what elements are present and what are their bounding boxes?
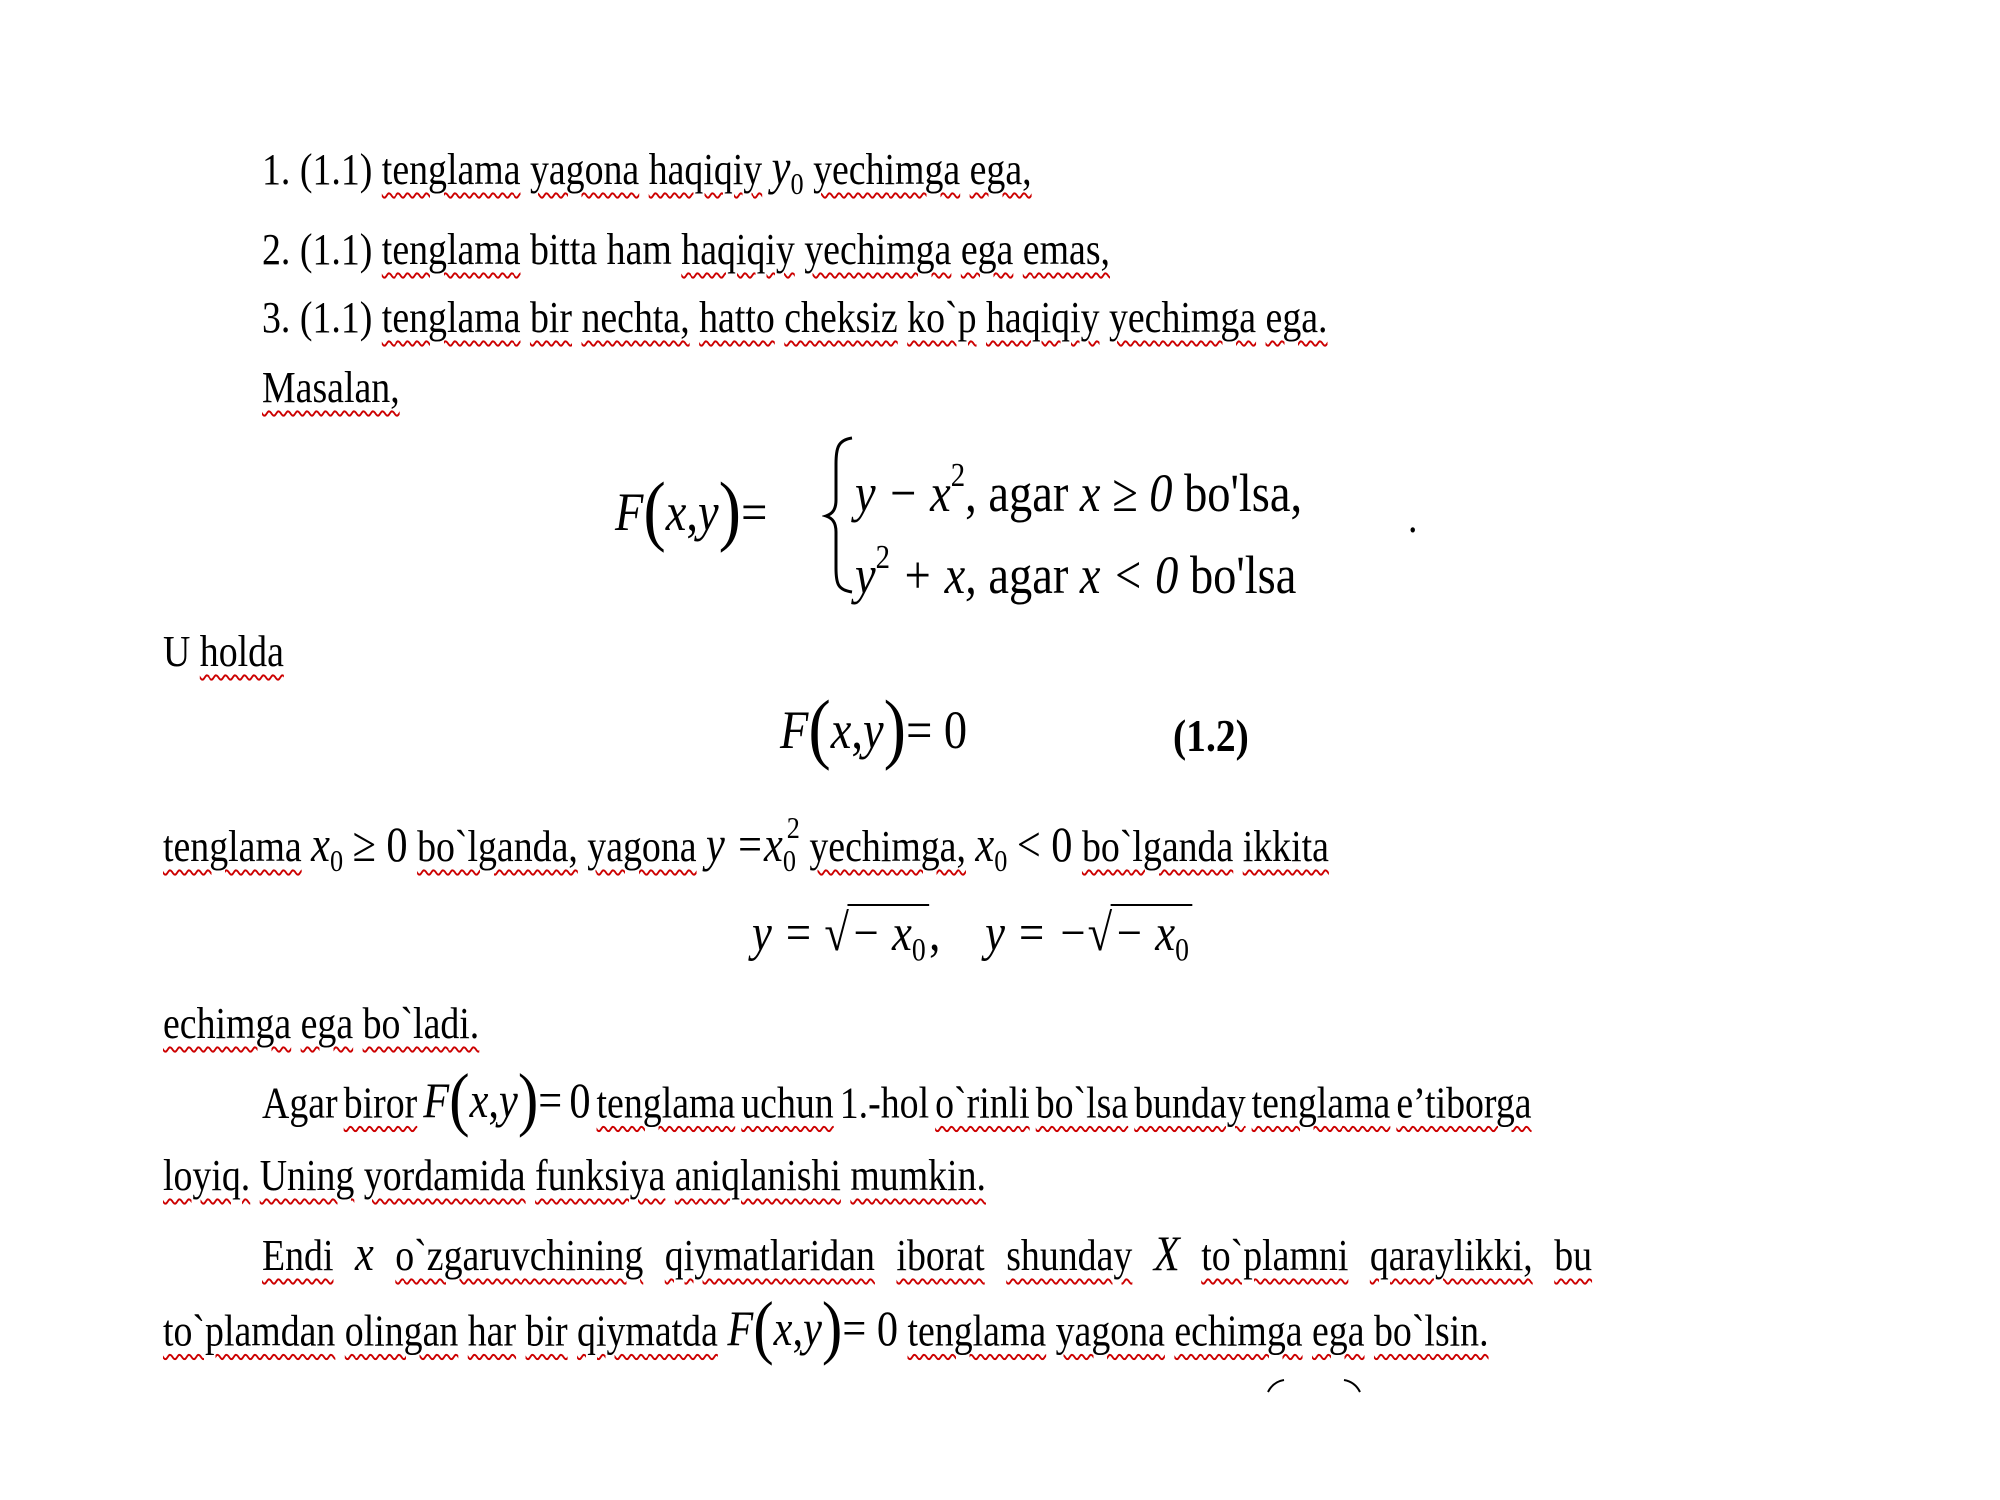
- word: echimga: [163, 999, 292, 1048]
- paren-close: ): [718, 466, 742, 553]
- paren-open: (: [753, 1288, 774, 1367]
- word: Endi: [262, 1231, 334, 1280]
- math-sub: 0: [994, 843, 1008, 878]
- math-expr: y: [855, 545, 876, 606]
- word: o`rinli: [935, 1078, 1030, 1128]
- comma: ,: [851, 699, 864, 760]
- math-F: F: [423, 1073, 450, 1129]
- math-y-eq-neg: y = −: [985, 905, 1088, 962]
- math-F: F: [780, 699, 809, 760]
- word: qaraylikki,: [1369, 1231, 1533, 1280]
- word: bir: [525, 1306, 568, 1356]
- math-sup: 2: [950, 457, 966, 494]
- piecewise-row-1: [855, 448, 1303, 524]
- word: ham: [606, 225, 672, 274]
- math-expr-rest: + x,: [890, 545, 977, 606]
- paragraph-2-line-2: [163, 1288, 1489, 1367]
- paren-open: (: [643, 466, 666, 553]
- math-y-eq: y =: [752, 905, 814, 962]
- word: bo`lsa: [1035, 1078, 1129, 1128]
- equation-1-2: [780, 684, 968, 771]
- comma: ,: [965, 463, 977, 524]
- piecewise-row-2: [855, 530, 1297, 606]
- equals-zero: = 0: [538, 1073, 591, 1129]
- word: bunday: [1134, 1078, 1246, 1128]
- word: yechimga: [804, 225, 952, 274]
- math-var: x: [311, 816, 330, 872]
- math-x0: [311, 816, 344, 878]
- word: haqiqiy: [681, 225, 795, 274]
- word: Uning: [259, 1151, 355, 1200]
- math-y: y: [499, 1073, 518, 1129]
- word: bir: [529, 293, 573, 342]
- math-x: x: [354, 1226, 374, 1281]
- word: bo`lganda,: [417, 821, 578, 871]
- word-bolsa: bo'lsa,: [1184, 463, 1303, 524]
- math-sub: 0: [911, 931, 926, 968]
- paren-close: ): [517, 1060, 539, 1139]
- math-var: x: [764, 816, 783, 872]
- word: holda: [199, 627, 284, 676]
- math-X-set: X: [1153, 1226, 1180, 1281]
- math-sub: 0: [1175, 931, 1189, 968]
- paragraph-1-line-1: [262, 1060, 1532, 1139]
- math-y-eq: y =: [706, 816, 765, 872]
- math-y: y: [863, 699, 884, 760]
- period: .: [1408, 493, 1418, 542]
- word: olingan: [344, 1306, 459, 1356]
- equals-sign: =: [741, 481, 768, 542]
- word: bo`lsin.: [1373, 1306, 1489, 1356]
- word: tenglama: [596, 1078, 736, 1128]
- word: tenglama: [907, 1306, 1047, 1356]
- math-sub: 0: [790, 166, 804, 201]
- word: ikkita: [1242, 821, 1329, 871]
- piecewise-dot: [1408, 490, 1417, 546]
- math-neg-x: − x: [850, 905, 912, 962]
- math-var: x: [975, 816, 995, 872]
- math-condition: ≥ 0: [352, 816, 408, 872]
- word: funksiya: [535, 1151, 666, 1200]
- math-F-xy-eq: [727, 1288, 899, 1367]
- list-number: 1. (1.1): [262, 145, 373, 194]
- word-bolsa: bo'lsa: [1189, 545, 1297, 606]
- word: U: [163, 627, 191, 676]
- math-y: y: [698, 481, 719, 542]
- word: e’tiborga: [1396, 1078, 1532, 1128]
- clipped-formula-fragment: [1262, 1378, 1372, 1398]
- math-y: y: [803, 1301, 822, 1357]
- radicand: [1110, 904, 1192, 977]
- math-y0: [771, 140, 804, 201]
- word: uchun: [741, 1078, 834, 1128]
- equation-label: [1173, 708, 1249, 764]
- word: tenglama: [381, 225, 521, 274]
- math-sup: 2: [875, 539, 891, 576]
- math-sub: 0: [782, 843, 796, 878]
- paragraph-1-line-2: [163, 1148, 986, 1204]
- word: yechimga,: [809, 821, 966, 871]
- word: yechimga: [813, 145, 961, 194]
- condition-line: [163, 800, 1329, 889]
- word: yagona: [587, 821, 697, 871]
- comma: ,: [488, 1073, 500, 1129]
- math-var: y: [771, 140, 791, 195]
- word: qiymatda: [577, 1306, 718, 1356]
- list-number: 3. (1.1): [262, 293, 373, 342]
- equals-zero: = 0: [842, 1301, 899, 1357]
- word: iborat: [896, 1231, 985, 1280]
- math-sub: 0: [329, 843, 344, 878]
- word: bo`lganda: [1081, 821, 1234, 871]
- word: bo`ladi.: [362, 999, 480, 1048]
- math-F: F: [727, 1301, 754, 1357]
- math-x0: [975, 816, 1008, 878]
- math-F-xy-eq: [423, 1060, 591, 1139]
- word: shunday: [1006, 1231, 1133, 1280]
- word: tenglama: [1251, 1078, 1391, 1128]
- roots-formula: [752, 904, 1192, 977]
- word: haqiqiy: [985, 293, 1100, 342]
- sqrt-sign: √: [1087, 905, 1113, 962]
- paren-close: ): [883, 684, 907, 771]
- word: yagona: [529, 145, 640, 194]
- word: o`zgaruvchining: [395, 1231, 644, 1280]
- word: tenglama: [381, 145, 521, 194]
- comma: ,: [792, 1301, 804, 1357]
- equals-zero: = 0: [906, 699, 968, 760]
- math-neg-x: − x: [1113, 905, 1176, 962]
- list-item-2: [262, 222, 1110, 278]
- word: biror: [343, 1078, 418, 1128]
- word: to`plamni: [1201, 1231, 1349, 1280]
- word: har: [467, 1306, 517, 1356]
- word: cheksiz: [784, 293, 898, 342]
- word: ega.: [1265, 293, 1328, 342]
- word: bu: [1554, 1231, 1593, 1280]
- paragraph-2-line-1: [262, 1226, 1592, 1284]
- masalan-text: [262, 360, 400, 416]
- word: loyiq.: [163, 1151, 251, 1200]
- word: aniqlanishi: [674, 1151, 841, 1200]
- word: Agar: [262, 1078, 338, 1128]
- word: 1.-hol: [839, 1078, 930, 1128]
- word: ko`p: [907, 293, 977, 342]
- word: yagona: [1055, 1306, 1165, 1356]
- word: yechimga: [1108, 293, 1257, 342]
- math-expr: y − x: [855, 463, 951, 524]
- paren-open: (: [449, 1060, 470, 1139]
- list-item-1: [262, 140, 1032, 212]
- math-condition: < 0: [1016, 816, 1073, 872]
- word: qiymatlaridan: [664, 1231, 875, 1280]
- word-agar: agar: [988, 545, 1069, 606]
- word: bitta: [529, 225, 598, 274]
- word: echimga: [1174, 1306, 1303, 1356]
- word: tenglama: [163, 821, 302, 871]
- paren-close: ): [821, 1288, 843, 1367]
- word: ega: [1312, 1306, 1365, 1356]
- sqrt-sign: √: [824, 905, 849, 962]
- word: emas,: [1022, 225, 1111, 274]
- list-item-3: [262, 290, 1327, 346]
- comma: ,: [929, 905, 941, 962]
- word: Masalan,: [262, 363, 400, 412]
- paren-open: (: [808, 684, 831, 771]
- list-number: 2. (1.1): [262, 225, 373, 274]
- comma: ,: [686, 481, 699, 542]
- math-x: x: [469, 1073, 489, 1129]
- word: nechta,: [581, 293, 690, 342]
- word: hatto: [699, 293, 775, 342]
- math-x: x: [773, 1301, 793, 1357]
- word: yordamida: [363, 1151, 526, 1200]
- radicand: [847, 904, 929, 977]
- word: ega: [300, 999, 354, 1048]
- u-holda-text: [163, 624, 284, 680]
- word: to`plamdan: [163, 1306, 336, 1356]
- math-x0-squared: [764, 811, 800, 878]
- math-F: F: [615, 481, 644, 542]
- word: ega: [960, 225, 1014, 274]
- math-condition: x < 0: [1079, 545, 1179, 606]
- echimga-text: [163, 996, 479, 1052]
- word: haqiqiy: [648, 145, 763, 194]
- word: tenglama: [381, 293, 521, 342]
- word: ega,: [969, 145, 1032, 194]
- word-agar: agar: [988, 463, 1069, 524]
- equation-number: (1.2): [1173, 710, 1249, 761]
- math-x: x: [830, 699, 852, 760]
- math-x: x: [665, 481, 687, 542]
- math-condition: x ≥ 0: [1079, 463, 1173, 524]
- word: mumkin.: [850, 1151, 986, 1200]
- math-sup: 2: [786, 811, 800, 845]
- piecewise-lhs: [615, 466, 768, 553]
